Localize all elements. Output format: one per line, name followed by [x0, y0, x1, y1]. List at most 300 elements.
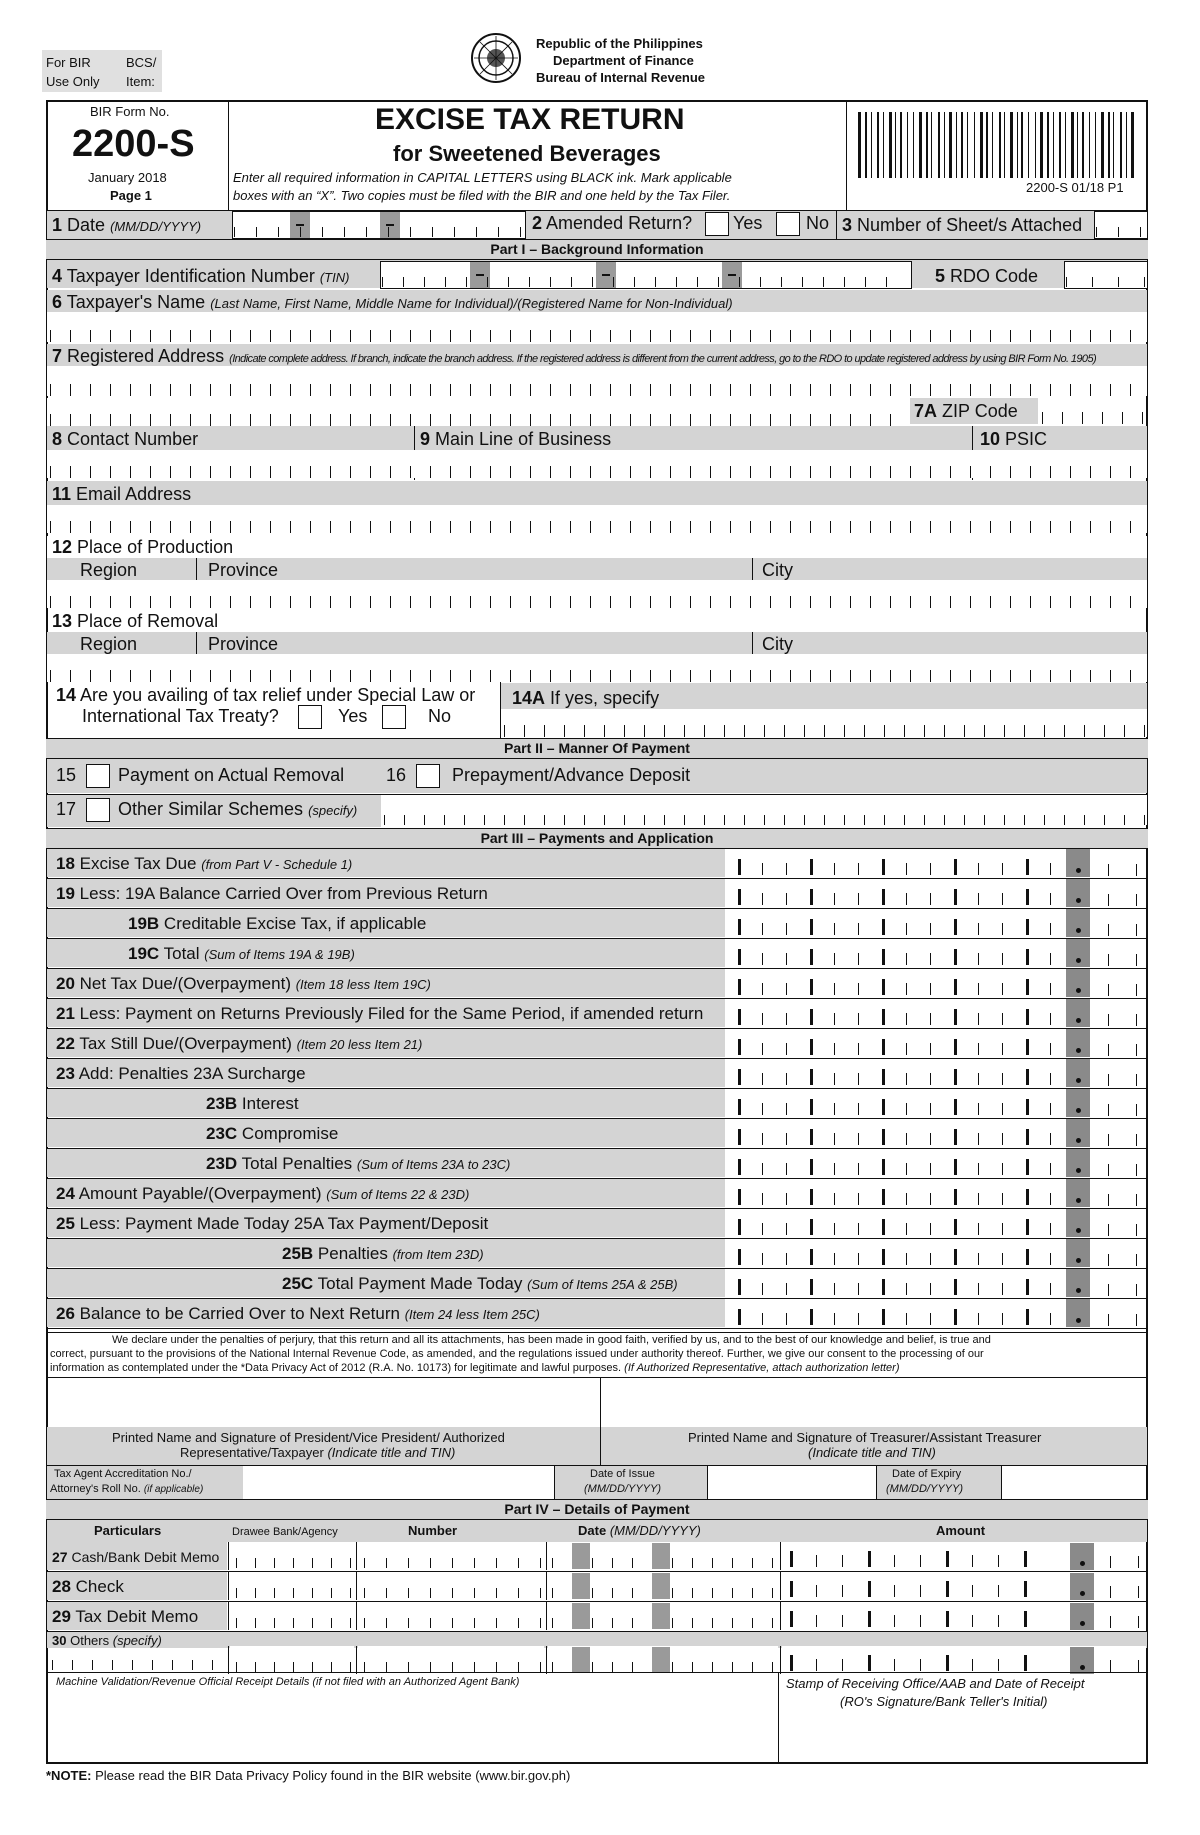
field-tick	[490, 596, 491, 608]
decimal-point	[1076, 928, 1081, 933]
removal-fields[interactable]	[47, 654, 1147, 682]
field-tick	[810, 596, 811, 608]
field-tick	[824, 815, 825, 825]
field-tick	[430, 466, 431, 478]
tin-field[interactable]	[380, 261, 912, 289]
republic-text: Republic of the Philippines	[536, 36, 703, 51]
field-tick	[590, 596, 591, 608]
field-tick	[924, 725, 925, 737]
field-tick	[510, 330, 511, 342]
decimal-point	[1076, 958, 1081, 963]
amount-tick	[882, 1069, 885, 1085]
field-tick	[350, 521, 351, 533]
field-tick	[290, 521, 291, 533]
amended-yes-label: Yes	[733, 213, 763, 233]
field-tick	[1140, 227, 1141, 237]
field-tick	[529, 277, 530, 287]
field-tick	[910, 670, 911, 682]
amount-tick	[1050, 1223, 1051, 1235]
field-tick	[50, 414, 51, 426]
field-tick	[970, 596, 971, 608]
col-divider	[546, 1646, 547, 1674]
field-tick	[452, 1558, 453, 1568]
part3-row-label	[206, 1124, 338, 1144]
field-tick	[1110, 1616, 1111, 1628]
field-tick	[90, 596, 91, 608]
field-tick	[684, 815, 685, 825]
field-tick	[474, 1558, 475, 1568]
barcode-bar	[1059, 112, 1061, 178]
address-field-line-1[interactable]	[47, 366, 1147, 396]
field-tick	[570, 330, 571, 342]
amount-tick	[1050, 1073, 1051, 1085]
agent-accreditation-field[interactable]	[244, 1466, 554, 1498]
amount-tick	[1002, 923, 1003, 935]
field-tick	[550, 277, 551, 287]
amount-tick	[738, 859, 741, 875]
amount-tick	[978, 1043, 979, 1055]
amount-tick	[1026, 1249, 1029, 1265]
field-tick	[964, 815, 965, 825]
field-tick	[610, 414, 611, 426]
field-tick	[210, 521, 211, 533]
decimal-point	[1076, 1048, 1081, 1053]
relief-label-2: International Tax Treaty?	[82, 706, 279, 726]
field-tick	[382, 277, 383, 287]
col-divider	[780, 1602, 781, 1630]
amount-tick	[1002, 1163, 1003, 1175]
production-fields[interactable]	[47, 580, 1147, 608]
bank-field[interactable]	[230, 1646, 354, 1673]
barcode-bar	[961, 112, 963, 178]
amended-no-label: No	[806, 213, 830, 233]
field-tick	[370, 596, 371, 608]
field-tick	[1050, 466, 1051, 478]
amount-tick	[920, 1555, 921, 1567]
date-of-expiry-field[interactable]	[1002, 1466, 1146, 1498]
field-tick	[1024, 725, 1025, 737]
field-tick	[490, 521, 491, 533]
row-number: 24	[56, 1184, 75, 1203]
name-label: 6 Taxpayer's Name (Last Name, First Name, Middle Name for Individual)/(Registered Name for Non-Individual)	[52, 292, 733, 312]
field-tick	[310, 384, 311, 396]
field-tick	[1136, 1104, 1137, 1116]
address-field-line-2[interactable]	[47, 398, 907, 426]
bank-field[interactable]	[230, 1572, 354, 1599]
amount-tick	[978, 893, 979, 905]
amount-tick	[1050, 1193, 1051, 1205]
field-tick	[1030, 466, 1031, 478]
field-tick	[890, 384, 891, 396]
field-tick	[790, 330, 791, 342]
barcode-bar	[919, 112, 922, 178]
amount-tick	[762, 1193, 763, 1205]
field-tick	[672, 1618, 673, 1628]
amount-tick	[1050, 1283, 1051, 1295]
amount-tick	[786, 1163, 787, 1175]
field-tick	[540, 1558, 541, 1568]
barcode-bar	[1053, 112, 1054, 178]
amount-tick	[998, 1555, 999, 1567]
amount-tick	[1026, 1279, 1029, 1295]
production-province-label: Province	[208, 560, 279, 580]
col-divider	[228, 1602, 229, 1630]
field-tick	[312, 1588, 313, 1598]
field-tick	[944, 725, 945, 737]
amount-tick	[738, 949, 741, 965]
field-tick	[770, 384, 771, 396]
field-tick	[290, 670, 291, 682]
amount-tick	[930, 1253, 931, 1265]
amount-tick	[810, 1099, 813, 1115]
field-tick	[1090, 330, 1091, 342]
field-tick	[474, 1588, 475, 1598]
amount-tick	[810, 1159, 813, 1175]
field-tick	[610, 596, 611, 608]
barcode-bar	[992, 112, 993, 178]
field-tick	[592, 1618, 593, 1628]
field-tick	[710, 466, 711, 478]
amount-tick	[810, 889, 813, 905]
field-tick	[732, 1618, 733, 1628]
amount-tick	[738, 1009, 741, 1025]
barcode-bar	[1120, 112, 1122, 178]
amount-tick	[946, 1581, 949, 1597]
row-text: Total Penalties	[241, 1154, 353, 1173]
amended-no-checkbox[interactable]	[776, 212, 800, 236]
decimal-point	[1076, 1318, 1081, 1323]
bureau-text: Bureau of Internal Revenue	[536, 70, 706, 85]
field-tick	[1030, 384, 1031, 396]
amount-tick	[906, 983, 907, 995]
field-tick	[1122, 412, 1123, 424]
part3-row-bg	[47, 1119, 725, 1147]
field-tick	[764, 725, 765, 737]
field-tick	[964, 725, 965, 737]
i16-num: 16	[386, 765, 407, 785]
field-tick	[1030, 521, 1031, 533]
decimal-point	[1080, 1621, 1085, 1626]
field-tick	[1070, 596, 1071, 608]
amount-tick	[762, 863, 763, 875]
field-tick	[904, 725, 905, 737]
field-tick	[212, 1660, 213, 1670]
field-tick	[824, 725, 825, 737]
field-tick	[710, 384, 711, 396]
field-tick	[750, 384, 751, 396]
field-tick	[410, 466, 411, 478]
field-tick	[1108, 1284, 1109, 1296]
field-tick	[250, 414, 251, 426]
field-tick	[452, 1662, 453, 1672]
field-tick	[504, 725, 505, 737]
field-tick	[150, 670, 151, 682]
barcode-bar	[889, 112, 892, 178]
field-tick	[50, 670, 51, 682]
field-tick	[290, 414, 291, 426]
field-tick	[210, 670, 211, 682]
field-tick	[518, 1558, 519, 1568]
amount-tick	[1050, 953, 1051, 965]
amount-tick	[738, 1099, 741, 1115]
field-tick	[1138, 1586, 1139, 1598]
amount-tick	[978, 923, 979, 935]
field-tick	[570, 384, 571, 396]
field-tick	[350, 384, 351, 396]
field-tick	[584, 725, 585, 737]
field-tick	[312, 1618, 313, 1628]
field-tick	[270, 384, 271, 396]
field-tick	[1092, 277, 1093, 287]
amount-tick	[954, 919, 957, 935]
field-tick	[770, 330, 771, 342]
row-text: Add: Penalties 23A Surcharge	[78, 1064, 306, 1083]
rdo-field[interactable]	[1064, 261, 1148, 289]
field-tick	[730, 414, 731, 426]
field-tick	[130, 670, 131, 682]
amount-tick	[882, 919, 885, 935]
decimal-point	[1076, 1288, 1081, 1293]
field-tick	[1108, 864, 1109, 876]
bank-field[interactable]	[230, 1542, 354, 1569]
field-tick	[830, 384, 831, 396]
field-tick	[1062, 412, 1063, 424]
sheets-label: 3 Number of Sheet/s Attached	[842, 215, 1083, 235]
field-tick	[170, 330, 171, 342]
field-tick	[830, 521, 831, 533]
relief-no-label: No	[428, 706, 452, 726]
field-tick	[132, 1660, 133, 1670]
decimal-point	[1080, 1665, 1085, 1670]
field-tick	[910, 330, 911, 342]
amount-tick	[786, 1073, 787, 1085]
amount-tick	[858, 1043, 859, 1055]
field-tick	[655, 277, 656, 287]
signature-president-field[interactable]	[48, 1379, 598, 1425]
field-tick	[150, 521, 151, 533]
prepayment-checkbox[interactable]	[416, 764, 440, 788]
field-tick	[370, 521, 371, 533]
part3-row-label	[56, 974, 431, 994]
amount-tick	[1050, 1013, 1051, 1025]
field-tick	[110, 521, 111, 533]
contact-business-psic-fields[interactable]	[47, 450, 1147, 478]
part3-row-label	[128, 944, 355, 964]
date-of-issue-field[interactable]	[708, 1466, 876, 1498]
amount-tick	[882, 949, 885, 965]
field-tick	[470, 330, 471, 342]
field-tick	[764, 815, 765, 825]
field-tick	[530, 670, 531, 682]
amount-tick	[858, 1253, 859, 1265]
part3-row-label	[56, 1064, 306, 1084]
amount-tick	[882, 1219, 885, 1235]
amount-tick	[790, 1655, 793, 1671]
bank-field[interactable]	[230, 1602, 354, 1629]
amended-yes-checkbox[interactable]	[705, 212, 729, 236]
field-tick	[650, 670, 651, 682]
amount-tick	[762, 1163, 763, 1175]
field-tick	[310, 466, 311, 478]
decimal-point	[1076, 868, 1081, 873]
amount-tick	[930, 893, 931, 905]
amount-tick	[842, 1585, 843, 1597]
amount-tick	[790, 1551, 793, 1567]
amount-tick	[1002, 1283, 1003, 1295]
amount-tick	[906, 1013, 907, 1025]
i15-num: 15	[56, 765, 77, 785]
field-tick	[470, 384, 471, 396]
field-tick	[950, 384, 951, 396]
field-tick	[730, 384, 731, 396]
date-field[interactable]	[232, 211, 526, 239]
form-number: 2200-S	[72, 123, 195, 165]
field-tick	[1090, 384, 1091, 396]
field-tick	[290, 384, 291, 396]
amended-label: 2 Amended Return?	[532, 213, 693, 233]
field-tick	[1110, 1556, 1111, 1568]
col-divider	[780, 1572, 781, 1600]
amount-tick	[834, 983, 835, 995]
field-tick	[1070, 384, 1071, 396]
field-tick	[1144, 277, 1145, 287]
tin-label: 4 Taxpayer Identification Number (TIN)	[52, 266, 350, 286]
amount-tick	[762, 1013, 763, 1025]
field-tick	[170, 521, 171, 533]
email-field[interactable]	[47, 505, 1147, 533]
amount-tick	[762, 1253, 763, 1265]
field-tick	[312, 1558, 313, 1568]
field-tick	[865, 277, 866, 287]
contact-label: 8 Contact Number	[52, 429, 199, 449]
barcode-bar	[1071, 112, 1074, 178]
expiry-label: Date of Expiry	[892, 1468, 962, 1480]
part3-row-label	[56, 1184, 469, 1204]
field-tick	[1108, 954, 1109, 966]
field-tick	[1004, 725, 1005, 737]
decimal-point	[1076, 1228, 1081, 1233]
relief-label-1: 14 Are you availing of tax relief under Special Law or	[56, 685, 476, 705]
field-tick	[331, 1618, 332, 1628]
field-tick	[664, 725, 665, 737]
field-tick	[310, 596, 311, 608]
barcode-bar	[865, 112, 867, 178]
field-tick	[364, 1558, 365, 1568]
amount-tick	[1002, 1223, 1003, 1235]
relief-no-checkbox[interactable]	[382, 705, 406, 729]
field-tick	[1108, 1314, 1109, 1326]
field-tick	[970, 466, 971, 478]
amount-tick	[920, 1615, 921, 1627]
field-tick	[1136, 864, 1137, 876]
field-tick	[274, 1588, 275, 1598]
field-tick	[210, 414, 211, 426]
amount-tick	[834, 1163, 835, 1175]
amount-tick	[786, 1103, 787, 1115]
row-text: Less: Payment Made Today 25A Tax Payment/Deposit	[79, 1214, 489, 1233]
field-tick	[760, 277, 761, 287]
field-tick	[744, 815, 745, 825]
zip-field[interactable]	[1040, 398, 1146, 424]
amount-tick	[786, 1013, 787, 1025]
field-tick	[692, 1588, 693, 1598]
field-tick	[330, 330, 331, 342]
field-tick	[750, 414, 751, 426]
amount-tick	[786, 1253, 787, 1265]
amount-tick	[954, 979, 957, 995]
amount-tick	[834, 1013, 835, 1025]
amount-tick	[1002, 893, 1003, 905]
others-specify-field[interactable]	[48, 1648, 226, 1670]
field-tick	[630, 596, 631, 608]
field-tick	[1010, 466, 1011, 478]
relief-yes-checkbox[interactable]	[298, 705, 322, 729]
field-tick	[810, 466, 811, 478]
field-tick	[886, 277, 887, 287]
part3-row-label	[282, 1244, 484, 1264]
barcode-bar	[986, 112, 988, 178]
field-tick	[630, 384, 631, 396]
signature-treasurer-field[interactable]	[602, 1379, 1146, 1425]
field-tick	[430, 596, 431, 608]
field-tick	[1090, 466, 1091, 478]
field-tick	[274, 1618, 275, 1628]
machine-validation-area[interactable]	[48, 1692, 776, 1762]
field-tick	[790, 414, 791, 426]
field-tick	[650, 330, 651, 342]
row-number: 23B	[206, 1094, 238, 1113]
field-tick	[350, 330, 351, 342]
field-tick	[70, 596, 71, 608]
row-text: Less: 19A Balance Carried Over from Previous Return	[79, 884, 488, 903]
name-field[interactable]	[47, 312, 1147, 342]
amount-tick	[1024, 1581, 1027, 1597]
field-tick	[1090, 596, 1091, 608]
amount-tick	[834, 923, 835, 935]
field-tick	[386, 1618, 387, 1628]
payment-actual-removal-checkbox[interactable]	[86, 764, 110, 788]
field-tick	[1136, 954, 1137, 966]
field-tick	[1108, 984, 1109, 996]
field-tick	[644, 815, 645, 825]
field-tick	[710, 521, 711, 533]
field-tick	[730, 330, 731, 342]
field-tick	[570, 670, 571, 682]
field-tick	[274, 1558, 275, 1568]
amount-tick	[930, 1283, 931, 1295]
declaration-line-2: correct, pursuant to the provisions of the National Internal Revenue Code, as amended, and the regulations issued under authority thereof. Further, we give our consent to the processing of our	[50, 1348, 984, 1360]
amount-tick	[954, 1129, 957, 1145]
row-text: Less: Payment on Returns Previously Filed for the Same Period, if amended return	[79, 1004, 704, 1023]
field-tick	[732, 1558, 733, 1568]
field-tick	[445, 277, 446, 287]
amount-tick	[816, 1615, 817, 1627]
other-schemes-checkbox[interactable]	[86, 798, 110, 822]
field-tick	[444, 815, 445, 825]
field-tick	[710, 670, 711, 682]
amount-tick	[786, 1223, 787, 1235]
field-tick	[1108, 1104, 1109, 1116]
decimal-point	[1076, 1138, 1081, 1143]
field-tick	[650, 384, 651, 396]
field-tick	[950, 596, 951, 608]
field-tick	[1050, 670, 1051, 682]
field-tick	[1096, 227, 1097, 237]
field-tick	[230, 670, 231, 682]
amount-tick	[954, 949, 957, 965]
field-tick	[452, 1618, 453, 1628]
field-tick	[930, 521, 931, 533]
